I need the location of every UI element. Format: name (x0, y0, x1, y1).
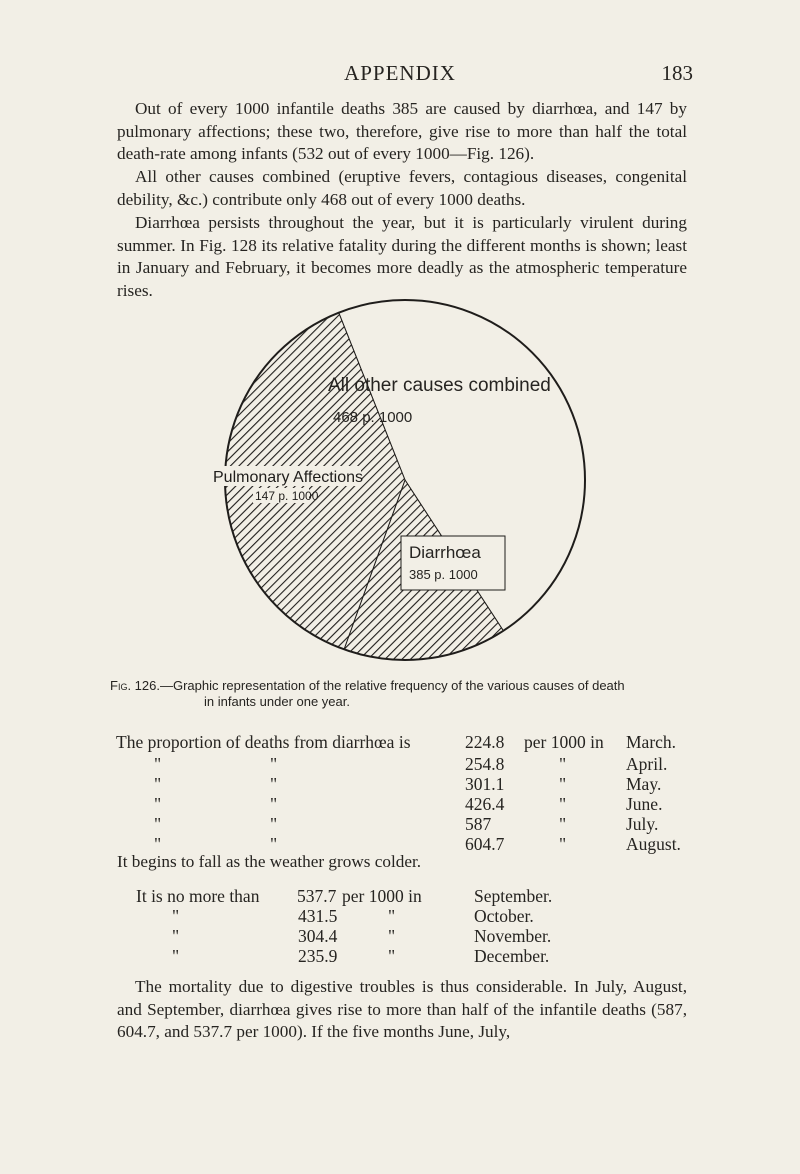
ditto-mark: " (154, 754, 162, 774)
ditto-mark: " (154, 794, 162, 814)
diarrhoea-label: Diarrhœa (409, 543, 481, 562)
paragraph-1: Out of every 1000 infantile deaths 385 are caused by diarrhœa, and 147 by pulmonary affections; these two, therefore, give rise to more than half the total death-rate among infants (532 out of every 1000—Fig. 126). (117, 99, 687, 163)
value-cell: 254.8 (465, 754, 505, 774)
month-cell: August. (626, 834, 681, 854)
month-cell: July. (626, 814, 659, 834)
month-cell: June. (626, 794, 663, 814)
ditto-mark: " (270, 834, 278, 854)
page-number: 183 (661, 61, 693, 85)
ditto-mark: " (559, 794, 567, 814)
month-cell: October. (474, 906, 534, 926)
paragraph-3: Diarrhœa persists throughout the year, but it is particularly virulent during summer. In Fig. 128 its relative fatality during the different months is shown; least in January and February, it becomes more deadly as the atmospheric temperature rises. (117, 213, 687, 300)
ditto-mark: " (270, 754, 278, 774)
other-causes-value: 468 p. 1000 (333, 409, 413, 426)
value-cell: 537.7 (297, 886, 337, 906)
ditto-mark: " (559, 814, 567, 834)
ditto-mark: " (172, 946, 180, 966)
ditto-mark: " (270, 774, 278, 794)
value-cell: 431.5 (298, 906, 338, 926)
table-row (116, 754, 756, 776)
value-cell: 304.4 (298, 926, 338, 946)
ditto-mark: " (270, 794, 278, 814)
table-row (116, 732, 736, 754)
table-row (116, 814, 756, 836)
figure-caption (110, 678, 710, 710)
month-cell: December. (474, 946, 550, 966)
per-cell: per 1000 in (524, 732, 604, 752)
ditto-mark: " (559, 834, 567, 854)
ditto-mark: " (388, 906, 396, 926)
value-cell: 301.1 (465, 774, 505, 794)
pulmonary-value: 147 p. 1000 (255, 489, 319, 503)
caption-line-2: in infants under one year. (204, 694, 350, 709)
ditto-mark: " (388, 946, 396, 966)
table-row (136, 926, 776, 948)
ditto-mark: " (172, 926, 180, 946)
colder-text: It begins to fall as the weather grows colder. (117, 852, 422, 871)
ditto-mark: " (154, 834, 162, 854)
value-cell: 426.4 (465, 794, 505, 814)
table-row (116, 774, 756, 796)
value-cell: 235.9 (298, 946, 338, 966)
closing-paragraph: The mortality due to digestive troubles is thus considerable. In July, August, and September, diarrhœa gives rise to more than half of the infantile deaths (587, 604.7, and 537.7 per 1000). If the five months June, July, (117, 977, 687, 1041)
month-cell: April. (626, 754, 668, 774)
caption-line-1: —Graphic representation of the relative frequency of the various causes of death (159, 678, 625, 693)
running-title: APPENDIX (344, 61, 456, 85)
per-cell: per 1000 in (342, 886, 422, 906)
ditto-mark: " (154, 814, 162, 834)
value-cell: 604.7 (465, 834, 505, 854)
ditto-mark: " (172, 906, 180, 926)
page-header (0, 61, 800, 91)
table-row (116, 794, 756, 816)
pie-figure (195, 280, 615, 690)
ditto-mark: " (559, 774, 567, 794)
month-cell: March. (626, 732, 677, 752)
table-row (136, 946, 776, 968)
table-row (136, 906, 776, 928)
value-cell: 587 (465, 814, 492, 834)
pulmonary-label: Pulmonary Affections (213, 469, 364, 486)
caption-label: Fig. 126. (110, 678, 160, 693)
falling-intro: It is no more than (136, 886, 260, 906)
ditto-mark: " (154, 774, 162, 794)
month-cell: November. (474, 926, 552, 946)
ditto-mark: " (270, 814, 278, 834)
month-cell: September. (474, 886, 553, 906)
other-causes-label: All other causes combined (328, 375, 551, 396)
month-cell: May. (626, 774, 662, 794)
table-row (136, 886, 696, 908)
value-cell: 224.8 (465, 732, 505, 752)
pie-chart (195, 280, 615, 690)
ditto-mark: " (388, 926, 396, 946)
diarrhoea-value: 385 p. 1000 (409, 567, 478, 582)
table-intro: The proportion of deaths from diarrhœa is (116, 732, 411, 752)
paragraph-2: All other causes combined (eruptive fevers, contagious diseases, congenital debility, &c.) contribute only 468 out of every 1000 deaths. (117, 167, 687, 209)
ditto-mark: " (559, 754, 567, 774)
